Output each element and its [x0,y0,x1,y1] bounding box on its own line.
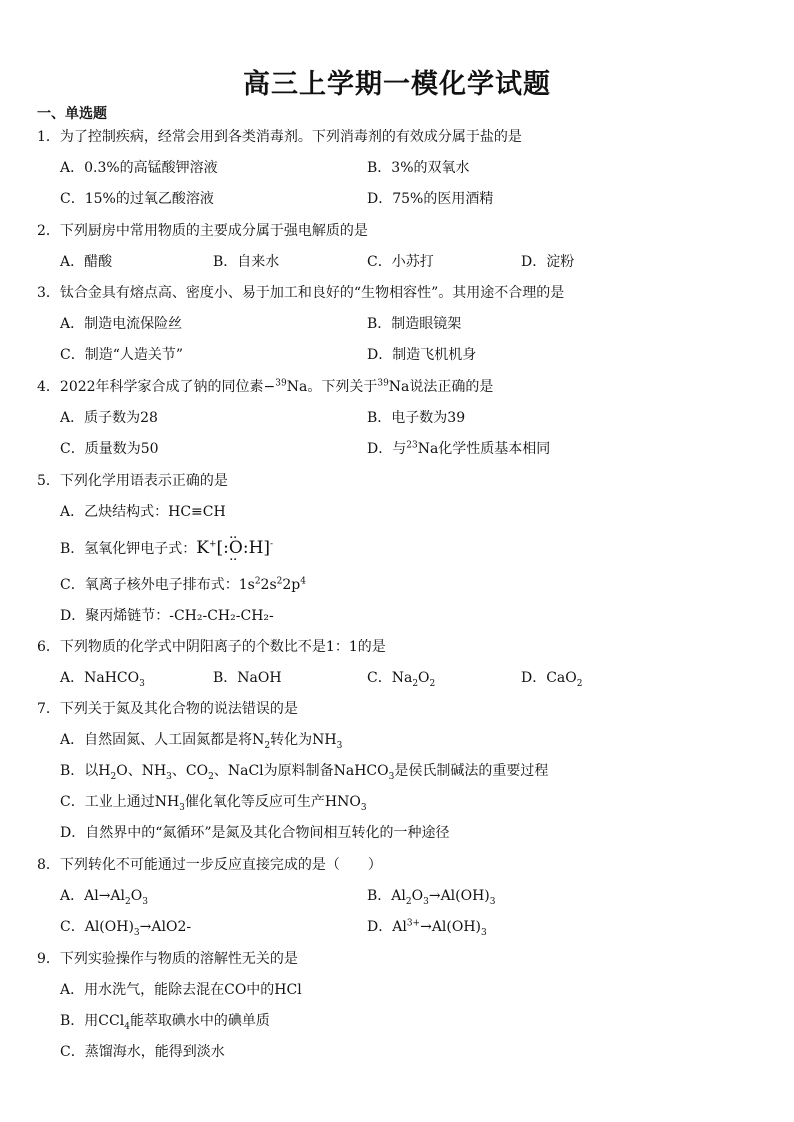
q1-option-a: A．0.3%的高锰酸钾溶液 [60,160,218,176]
question-5-stem: 5．下列化学用语表示正确的是 [37,473,228,489]
q4-option-c: C．质量数为50 [60,441,159,457]
q9-option-a: A．用水洗气，能除去混在CO中的HCl [60,982,302,998]
q3-option-a: A．制造电流保险丝 [60,316,183,332]
page-title: 高三上学期一模化学试题 [243,69,551,100]
q2-option-b: B．自来水 [213,254,280,270]
question-6-stem: 6．下列物质的化学式中阴阳离子的个数比不是1：1的是 [37,639,386,655]
q6-option-b: B．NaOH [213,670,282,686]
q8-option-a: A．$Al\to Al_2O_3$ [60,888,148,907]
q6-option-c: C．$Na_2O_2$ [367,670,436,689]
question-7-stem: 7．下列关于氮及其化合物的说法错误的是 [37,701,298,717]
question-1-stem: 1．为了控制疾病，经常会用到各类消毒剂。下列消毒剂的有效成分属于盐的是 [37,129,522,145]
q5-option-d: D．聚丙烯链节：-CH₂-CH₂-CH₂- [60,608,274,624]
q6-option-d: D．CaO$_2$ [521,670,583,689]
question-9-stem: 9．下列实验操作与物质的溶解性无关的是 [37,951,298,967]
q3-option-b: B．制造眼镜架 [367,316,462,332]
q1-option-b: B．3%的双氧水 [367,160,470,176]
koh-electron-formula: K+[:⋅⋅ O ⋅⋅:H]- [196,538,273,558]
q6-option-a: A．NaHCO$_3$ [60,670,145,689]
q7-option-c: C．工业上通过$NH_3$催化氧化等反应可生产$HNO_3$ [60,794,367,813]
q4-option-d: D．与$^{23}$Na化学性质基本相同 [367,440,551,457]
q8-option-b: B．$Al_2O_3\to Al(OH)_3$ [367,888,496,907]
q3-option-d: D．制造飞机机身 [367,347,477,363]
question-4-stem: 4．2022年科学家合成了钠的同位素−$^{39}$Na。下列关于$^{39}$Na说法正确的是 [37,378,494,395]
q7-option-b: B．以$H_2O$、$NH_3$、$CO_2$、NaCl为原料制备NaHCO$_3$是侯氏制碱法的重要过程 [60,763,549,782]
section-heading: 一、单选题 [37,106,107,122]
q5-option-a: A．乙炔结构式：HC≡CH [60,504,226,520]
q2-option-d: D．淀粉 [521,254,575,270]
q7-option-a: A．自然固氮、人工固氮都是将$N_2$转化为$NH_3$ [60,732,343,751]
question-3-stem: 3．钛合金具有熔点高、密度小、易于加工和良好的“生物相容性”。其用途不合理的是 [37,285,565,301]
q2-option-a: A．醋酸 [60,254,113,270]
q2-option-c: C．小苏打 [367,254,434,270]
q7-option-d: D．自然界中的“氮循环”是氮及其化合物间相互转化的一种途径 [60,825,450,841]
q4-option-b: B．电子数为39 [367,410,466,426]
question-8-stem: 8．下列转化不可能通过一步反应直接完成的是（ ） [37,857,382,873]
question-2-stem: 2．下列厨房中常用物质的主要成分属于强电解质的是 [37,223,368,239]
q5-option-b: B．氢氧化钾电子式：K+[:⋅⋅ O ⋅⋅:H]- [60,538,273,559]
q5-option-c: C．氧离子核外电子排布式：$1s^22s^22p^4$ [60,576,306,593]
q8-option-c: C．$Al(OH)_3\to AlO2-$ [60,919,192,938]
q9-option-c: C．蒸馏海水，能得到淡水 [60,1044,225,1060]
q4-option-a: A．质子数为28 [60,410,158,426]
q3-option-c: C．制造“人造关节” [60,347,184,363]
q9-option-b: B．用CCl$_4$能萃取碘水中的碘单质 [60,1013,270,1032]
q1-option-c: C．15%的过氧乙酸溶液 [60,191,214,207]
q8-option-d: D．$Al^{3+}\to Al(OH)_3$ [367,918,487,938]
q1-option-d: D．75%的医用酒精 [367,191,494,207]
